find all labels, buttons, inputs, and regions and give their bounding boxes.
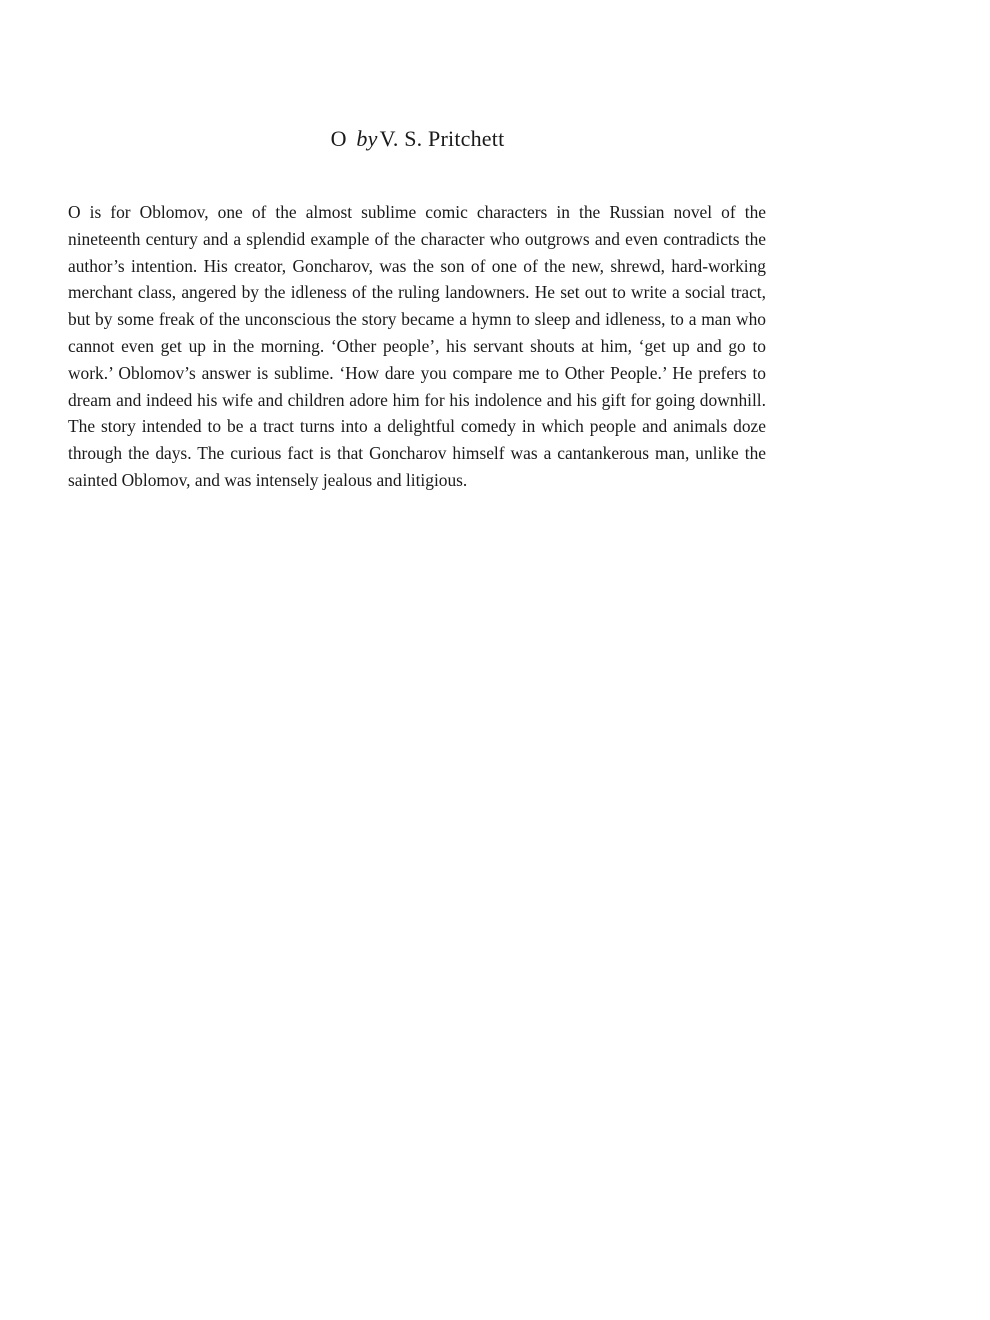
essay-body: O is for Oblomov, one of the almost sublime comic characters in the Russian novel of the nineteenth century and a splendid example of the character who outgrows and even contradicts the author’s intention. His creator, Goncharov, was the son of one of the new, shrewd, hard-working merchant class, angered by the idleness of the ruling landowners. He set out to write a social tract, but by some freak of the unconscious the story became a hymn to sleep and idleness, to a man who cannot even get up in the morning. ‘Other people’, his servant shouts at him, ‘get up and go to work.’ Oblomov’s answer is sublime. ‘How dare you compare me to Other People.’ He prefers to dream and indeed his wife and children adore him for his indolence and his gift for going downhill. The story intended to be a tract turns into a delightful comedy in which people and animals doze through the days. The curious fact is that Goncharov himself was a cantankerous man, unlike the sainted Oblomov, and was intensely jealous and litigious. <box>68 202 766 490</box>
title-author: V. S. Pritchett <box>379 126 505 151</box>
title-letter: O <box>330 126 347 151</box>
title-by: by <box>356 126 378 151</box>
essay-title <box>0 124 835 154</box>
